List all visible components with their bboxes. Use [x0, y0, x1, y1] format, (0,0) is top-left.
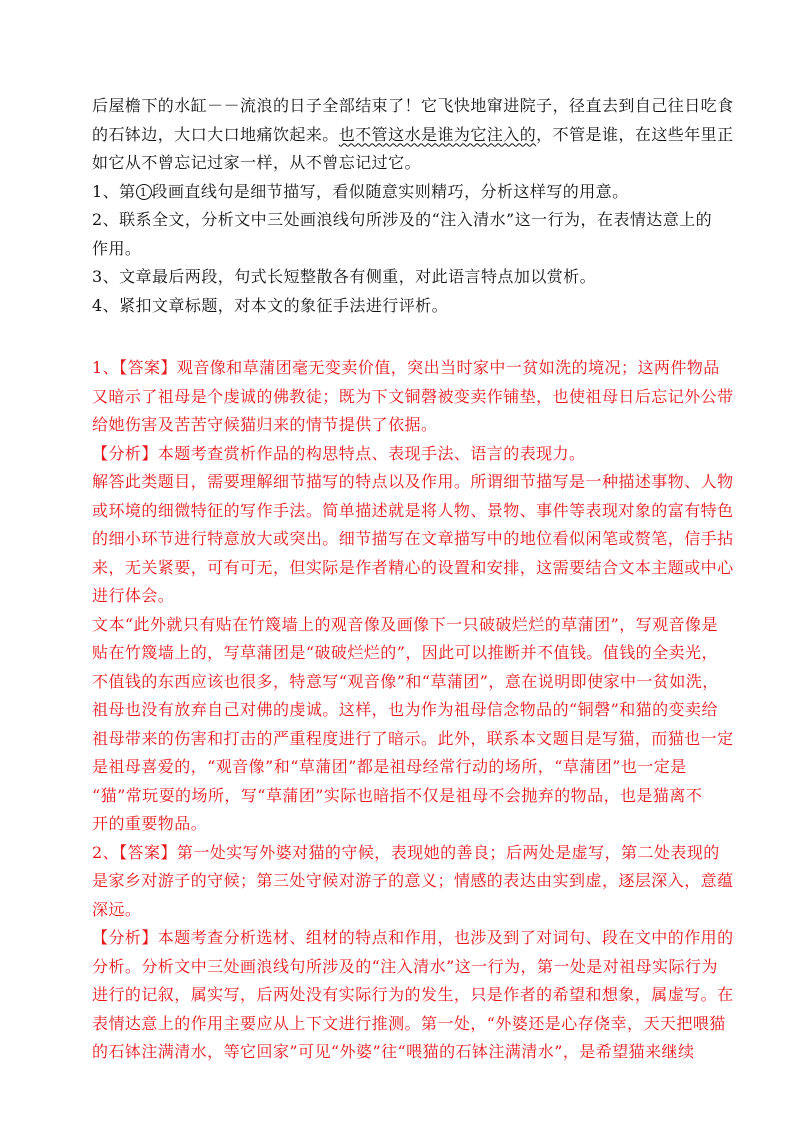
answer-2-line: 是家乡对游子的守候；第三处守候对游子的意义；情感的表达由实到虚，逐层深入，意蕴	[92, 871, 734, 890]
question-1-prefix: 1、第	[92, 181, 136, 201]
passage-line-2-plain: 的石钵边，大口大口地痛饮起来。	[92, 124, 339, 144]
analysis-1-line: “猫”常玩耍的场所，写“草蒲团”实际也暗指不仅是祖母不会抛弃的物品，也是猫离不	[92, 785, 703, 805]
question-4: 4、紧扣文章标题，对本文的象征手法进行评析。	[92, 295, 449, 315]
section-gap	[92, 320, 732, 354]
passage-line-2	[92, 121, 732, 150]
analysis-1-line: 进行体会。	[92, 586, 175, 605]
answer-2-line: 深远。	[92, 899, 142, 919]
analysis-2-line: 的石钵注满清水，等它回家”可见“外婆”往“喂猫的石钵注满清水”，是希望猫来继续	[92, 1042, 695, 1061]
wavy-underlined-sentence: 也不管这水是谁为它注入的	[338, 124, 537, 144]
analysis-1-line: 贴在竹篾墙上的，写草蒲团是“破破烂烂的”，因此可以推断并不值钱。值钱的全卖光，	[92, 643, 718, 662]
analysis-2-heading: 【分析】本题考查分析选材、组材的特点和作用，也涉及到了对词句、段在文中的作用的	[92, 928, 734, 947]
answer-2-line: 2、【答案】第一处实写外婆对猫的守候，表现她的善良；后两处是虚写，第二处表现的	[92, 842, 720, 862]
passage-line-2-tail: ，不管是谁，在这些年里正	[536, 124, 734, 144]
passage-line-1: 后屋檐下的水缸－－流浪的日子全部结束了！它飞快地窜进院子，径直去到自己往日吃食	[92, 96, 734, 115]
analysis-2-line: 分析。分析文中三处画浪线句所涉及的“注入清水”这一行为，第一处是对祖母实际行为	[92, 956, 718, 976]
question-1	[92, 178, 732, 207]
document-page	[92, 92, 732, 1067]
analysis-1-heading: 【分析】本题考查赏析作品的构思特点、表现手法、语言的表现力。	[92, 443, 586, 463]
analysis-1-line: 不值钱的东西应该也很多，特意写“观音像”和“草蒲团”，意在说明即使家中一贫如洗，	[92, 671, 719, 691]
analysis-1-line: 是祖母喜爱的，“观音像”和“草蒲团”都是祖母经常行动的场所，“草蒲团”也一定是	[92, 757, 687, 776]
analysis-1-line: 或环境的细微特征的写作手法。简单描述就是将人物、景物、事件等表现对象的富有特色	[92, 500, 734, 520]
question-1-text: 段画直线句是细节描写，看似随意实则精巧，分析这样写的用意。	[151, 181, 629, 201]
analysis-1-line: 解答此类题目，需要理解细节描写的特点以及作用。所谓细节描写是一种描述事物、人物	[92, 472, 734, 491]
analysis-1-line: 祖母带来的伤害和打击的严重程度进行了暗示。此外，联系本文题目是写猫，而猫也一定	[92, 728, 734, 748]
analysis-1-line: 的细小环节进行特意放大或突出。细节描写在文章描写中的地位看似闲笔或赘笔，信手拈	[92, 529, 734, 548]
question-2-line-1: 2、联系全文，分析文中三处画浪线句所涉及的“注入清水”这一行为，在表情达意上的	[92, 210, 713, 229]
analysis-1-line: 开的重要物品。	[92, 814, 208, 833]
answer-1-line: 1、【答案】观音像和草蒲团毫无变卖价值，突出当时家中一贫如洗的境况；这两件物品	[92, 358, 720, 377]
answer-1-line: 又暗示了祖母是个虔诚的佛教徒；既为下文铜磬被变卖作铺垫，也使祖母日后忘记外公带	[92, 386, 734, 406]
analysis-1-line: 文本“此外就只有贴在竹篾墙上的观音像及画像下一只破破烂烂的草蒲团”，写观音像是	[92, 614, 718, 634]
passage-line-3: 如它从不曾忘记过家一样，从不曾忘记过它。	[92, 153, 422, 172]
circled-number: 1	[136, 184, 152, 200]
analysis-2-line: 进行的记叙，属实写，后两处没有实际行为的发生，只是作者的希望和想象，属虚写。在	[92, 985, 734, 1004]
analysis-2-line: 表情达意上的作用主要应从上下文进行推测。第一处，“外婆还是心存侥幸，天天把喂猫	[92, 1013, 726, 1033]
question-3: 3、文章最后两段，句式长短整散各有侧重，对此语言特点加以赏析。	[92, 267, 597, 286]
analysis-1-line: 祖母也没有放弃自己对佛的虔诚。这样，也为作为祖母信念物品的“铜磬”和猫的变卖给	[92, 700, 718, 719]
analysis-1-line: 来，无关紧要，可有可无，但实际是作者精心的设置和安排，这需要结合文本主题或中心	[92, 557, 734, 577]
question-2-line-2: 作用。	[92, 238, 142, 258]
answer-1-line: 给她伤害及苦苦守候猫归来的情节提供了依据。	[92, 415, 438, 434]
